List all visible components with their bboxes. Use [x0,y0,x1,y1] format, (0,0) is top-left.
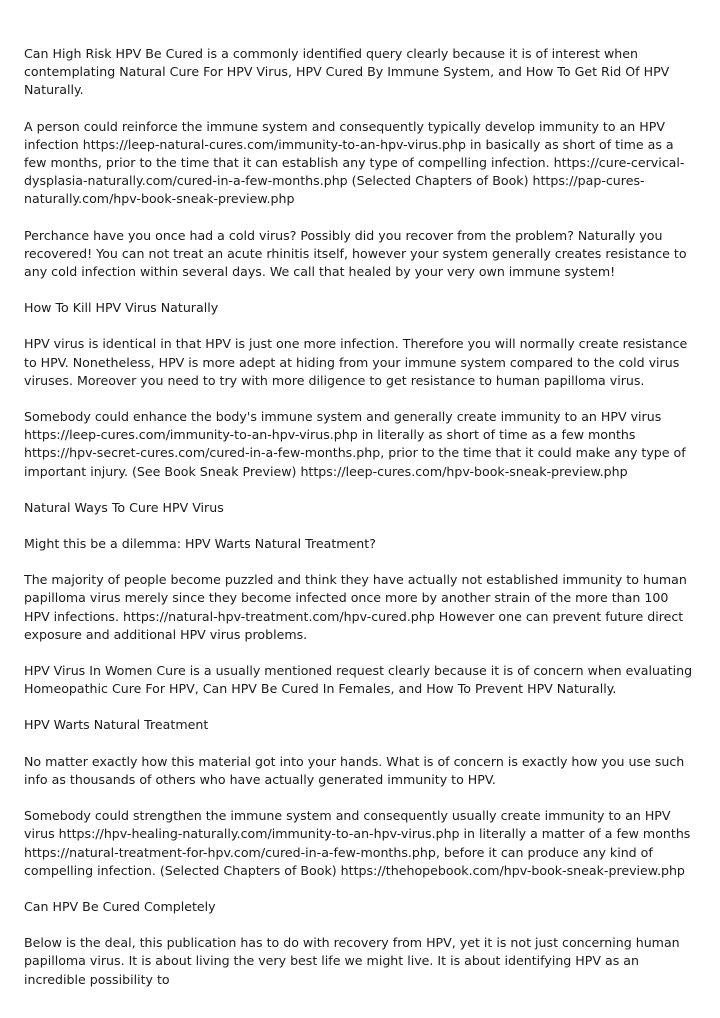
heading-warts-treatment: HPV Warts Natural Treatment [24,717,209,733]
heading-dilemma: Might this be a dilemma: HPV Warts Natural Treatment? [24,536,376,552]
paragraph-the-deal: Below is the deal, this publication has to do with recovery from HPV, yet it is not just concerning human papilloma virus. It is about living the very best life we might live. It is about identifying HPV as an incredible possibility to [24,935,680,987]
paragraph-strengthen-immune: Somebody could strengthen the immune system and consequently usually create immunity to an HPV virus https://hpv-healing-naturally.com/immunity-to-an-hpv-virus.php in literally a matter of a few months https://natural-treatment-for-hpv.com/cured-in-a-few-months.php, before it can produce any kind of compelling infection. (Selected Chapters of Book) https://thehopebook.com/hpv-book-sneak-preview.php [24,808,691,878]
paragraph-majority-puzzled: The majority of people become puzzled and think they have actually not established immunity to human papilloma virus merely since they become infected once more by another strain of the more than 100 HPV infections. https://natural-hpv-treatment.com/hpv-cured.php However one can prevent future direct exposure and additional HPV virus problems. [24,572,687,642]
paragraph-enhance-immune: Somebody could enhance the body's immune system and generally create immunity to an HPV virus https://leep-cures.com/immunity-to-an-hpv-virus.php in literally as short of time as a few months https://hpv-secret-cures.com/cured-in-a-few-months.php, prior to the time that it could make any type of important injury. (See Book Sneak Preview) https://leep-cures.com/hpv-book-sneak-preview.php [24,409,686,479]
document-page [24,45,696,1007]
paragraph-women-cure: HPV Virus In Women Cure is a usually mentioned request clearly because it is of concern when evaluating Homeopathic Cure For HPV, Can HPV Be Cured In Females, and How To Prevent HPV Naturally. [24,663,693,697]
paragraph-immune-reinforce: A person could reinforce the immune system and consequently typically develop immunity to an HPV infection https://leep-natural-cures.com/immunity-to-an-hpv-virus.php in basically as short of time as a few months, prior to the time that it can establish any type of compelling infection. https://cure-cervical-dysplasia-naturally.com/cured-in-a-few-months.php (Selected Chapters of Book) https://pap-cures-naturally.com/hpv-book-sneak-preview.php [24,118,685,207]
paragraph-material: No matter exactly how this material got into your hands. What is of concern is exactly how you use such info as thousands of others who have actually generated immunity to HPV. [24,753,685,787]
heading-cured-completely: Can HPV Be Cured Completely [24,898,216,914]
paragraph-hpv-identical: HPV virus is identical in that HPV is just one more infection. Therefore you will normally create resistance to HPV. Nonetheless, HPV is more adept at hiding from your immune system compared to the cold virus viruses. Moreover you need to try with more diligence to get resistance to human papilloma virus. [24,336,688,388]
heading-kill-hpv: How To Kill HPV Virus Naturally [24,300,219,316]
paragraph-cold-virus: Perchance have you once had a cold virus? Possibly did you recover from the problem? Naturally you recovered! You can not treat an acute rhinitis itself, however your system generally creates resistance to any cold infection within several days. We call that healed by your very own immune system! [24,227,687,280]
paragraph-intro: Can High Risk HPV Be Cured is a commonly identified query clearly because it is of interest when contemplating Natural Cure For HPV Virus, HPV Cured By Immune System, and How To Get Rid Of HPV Naturally. [24,46,670,98]
heading-natural-ways: Natural Ways To Cure HPV Virus [24,499,224,515]
